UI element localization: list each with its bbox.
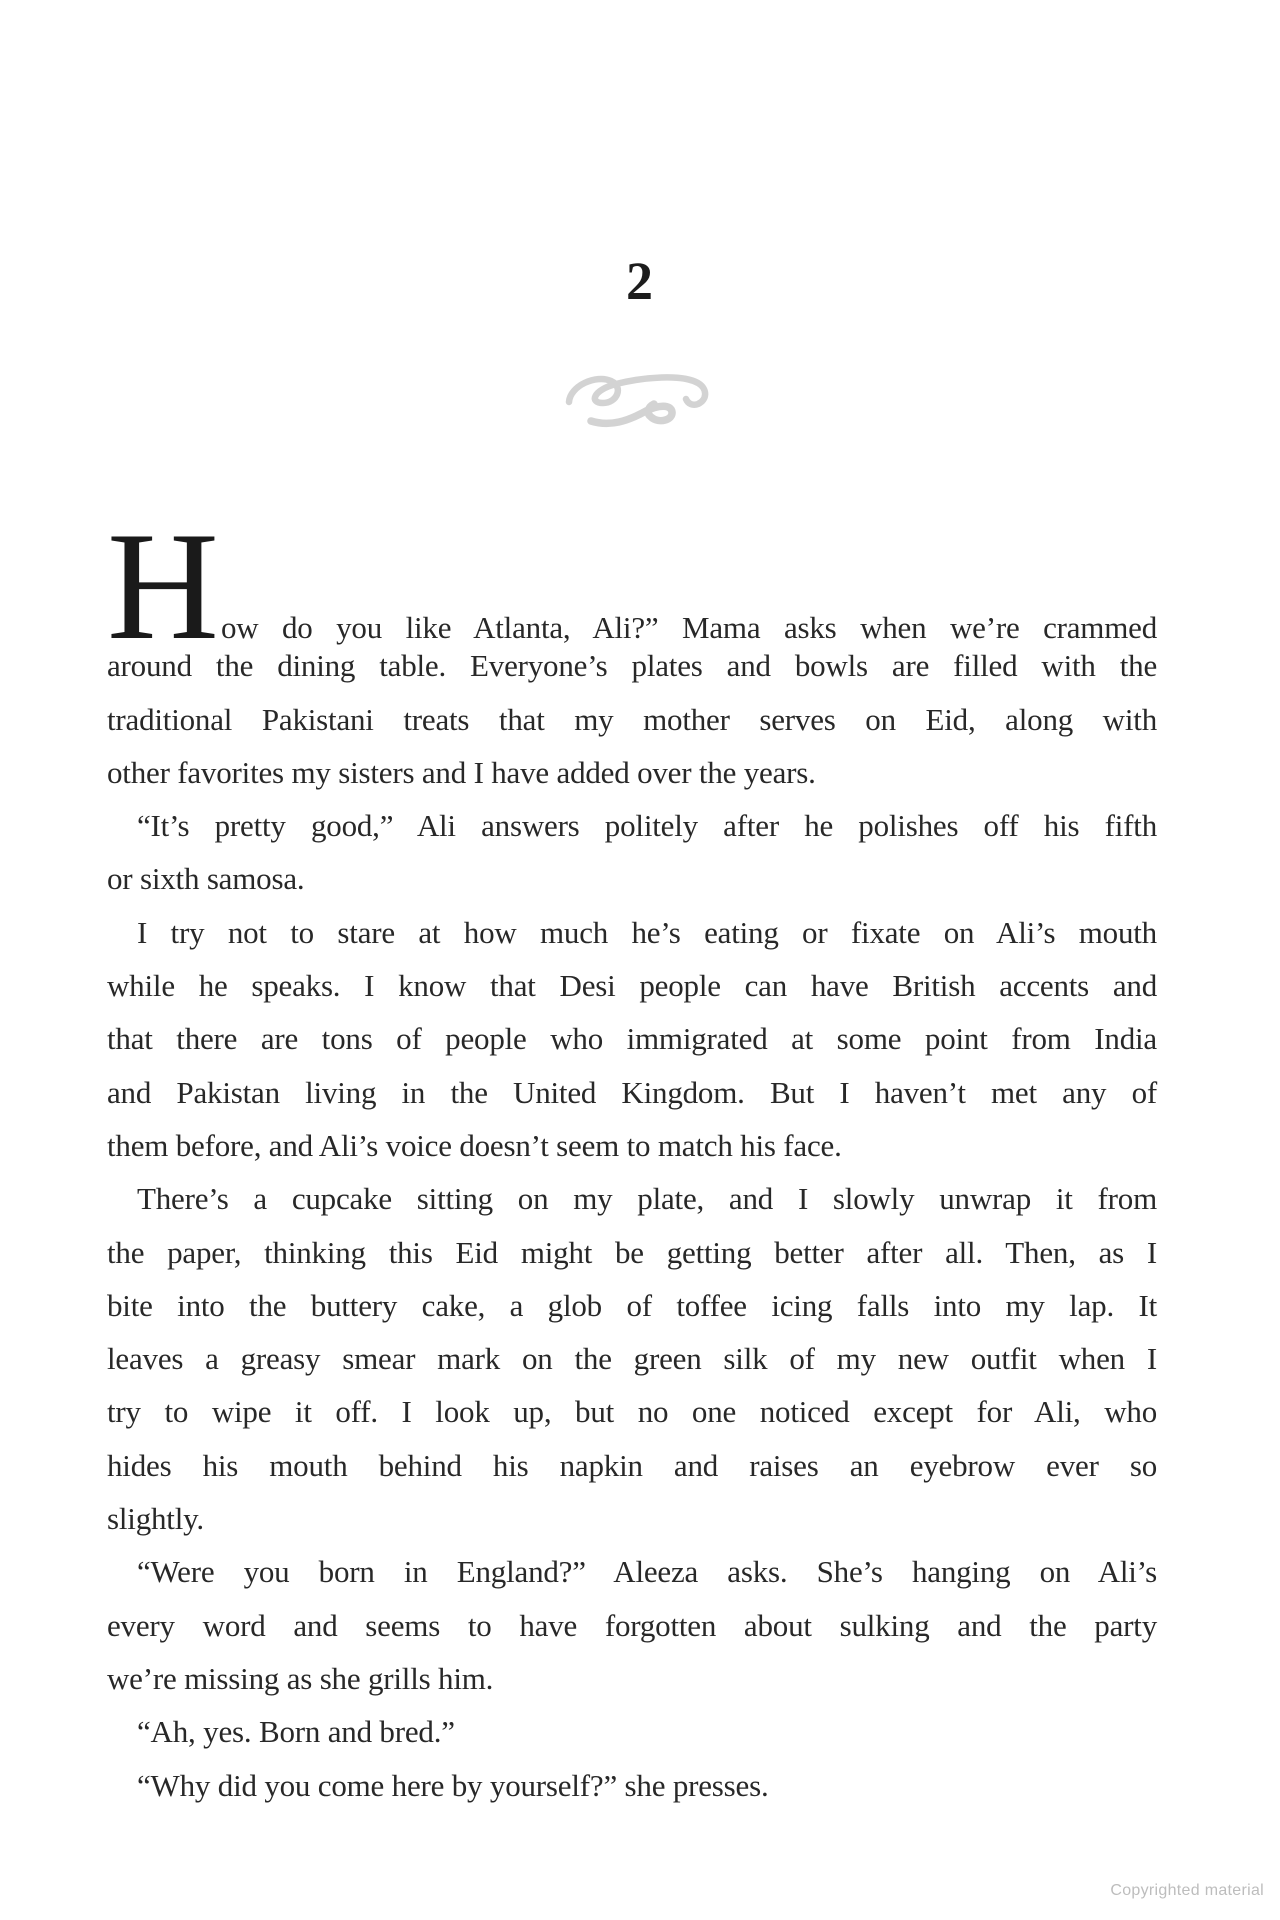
text-line: other favorites my sisters and I have added over the years.: [107, 754, 816, 790]
text-line: around the dining table. Everyone’s plates and bowls are filled with the: [107, 648, 1157, 684]
text-line: hides his mouth behind his napkin and raises an eyebrow ever so: [107, 1447, 1157, 1483]
text-line: “Ah, yes. Born and bred.”: [137, 1714, 455, 1750]
text-line: and Pakistan living in the United Kingdom. But I haven’t met any of: [107, 1074, 1157, 1110]
text-line: I try not to stare at how much he’s eating or fixate on Ali’s mouth: [137, 914, 1157, 950]
text-line: that there are tons of people who immigrated at some point from India: [107, 1021, 1157, 1057]
copyright-watermark: Copyrighted material: [1110, 1882, 1264, 1899]
text-line: “It’s pretty good,” Ali answers politely after he polishes off his fifth: [137, 808, 1157, 844]
body-text: [107, 500, 1157, 1812]
text-line: bite into the buttery cake, a glob of toffee icing falls into my lap. It: [107, 1287, 1157, 1323]
text-line: slightly.: [107, 1501, 204, 1537]
text-line: we’re missing as she grills him.: [107, 1660, 494, 1696]
text-line: the paper, thinking this Eid might be getting better after all. Then, as I: [107, 1234, 1157, 1270]
flourish-ornament-icon: [560, 366, 720, 432]
text-line: or sixth samosa.: [107, 861, 305, 897]
drop-cap: H: [107, 500, 221, 672]
text-line: every word and seems to have forgotten about sulking and the party: [107, 1607, 1157, 1643]
text-line: try to wipe it off. I look up, but no one noticed except for Ali, who: [107, 1394, 1157, 1430]
text-line-content: ow do you like Atlanta, Ali?” Mama asks when we’re crammed: [220, 610, 1157, 645]
text-line: traditional Pakistani treats that my mother serves on Eid, along with: [107, 701, 1157, 737]
chapter-number: 2: [626, 251, 654, 311]
text-line: “Why did you come here by yourself?” she presses.: [137, 1767, 769, 1803]
text-line: leaves a greasy smear mark on the green silk of my new outfit when I: [107, 1341, 1157, 1377]
text-line: while he speaks. I know that Desi people can have British accents and: [107, 968, 1157, 1004]
text-line: “Were you born in England?” Aleeza asks. She’s hanging on Ali’s: [137, 1554, 1157, 1590]
text-line: There’s a cupcake sitting on my plate, and I slowly unwrap it from: [137, 1181, 1157, 1217]
text-line: them before, and Ali’s voice doesn’t seem to match his face.: [107, 1127, 842, 1163]
